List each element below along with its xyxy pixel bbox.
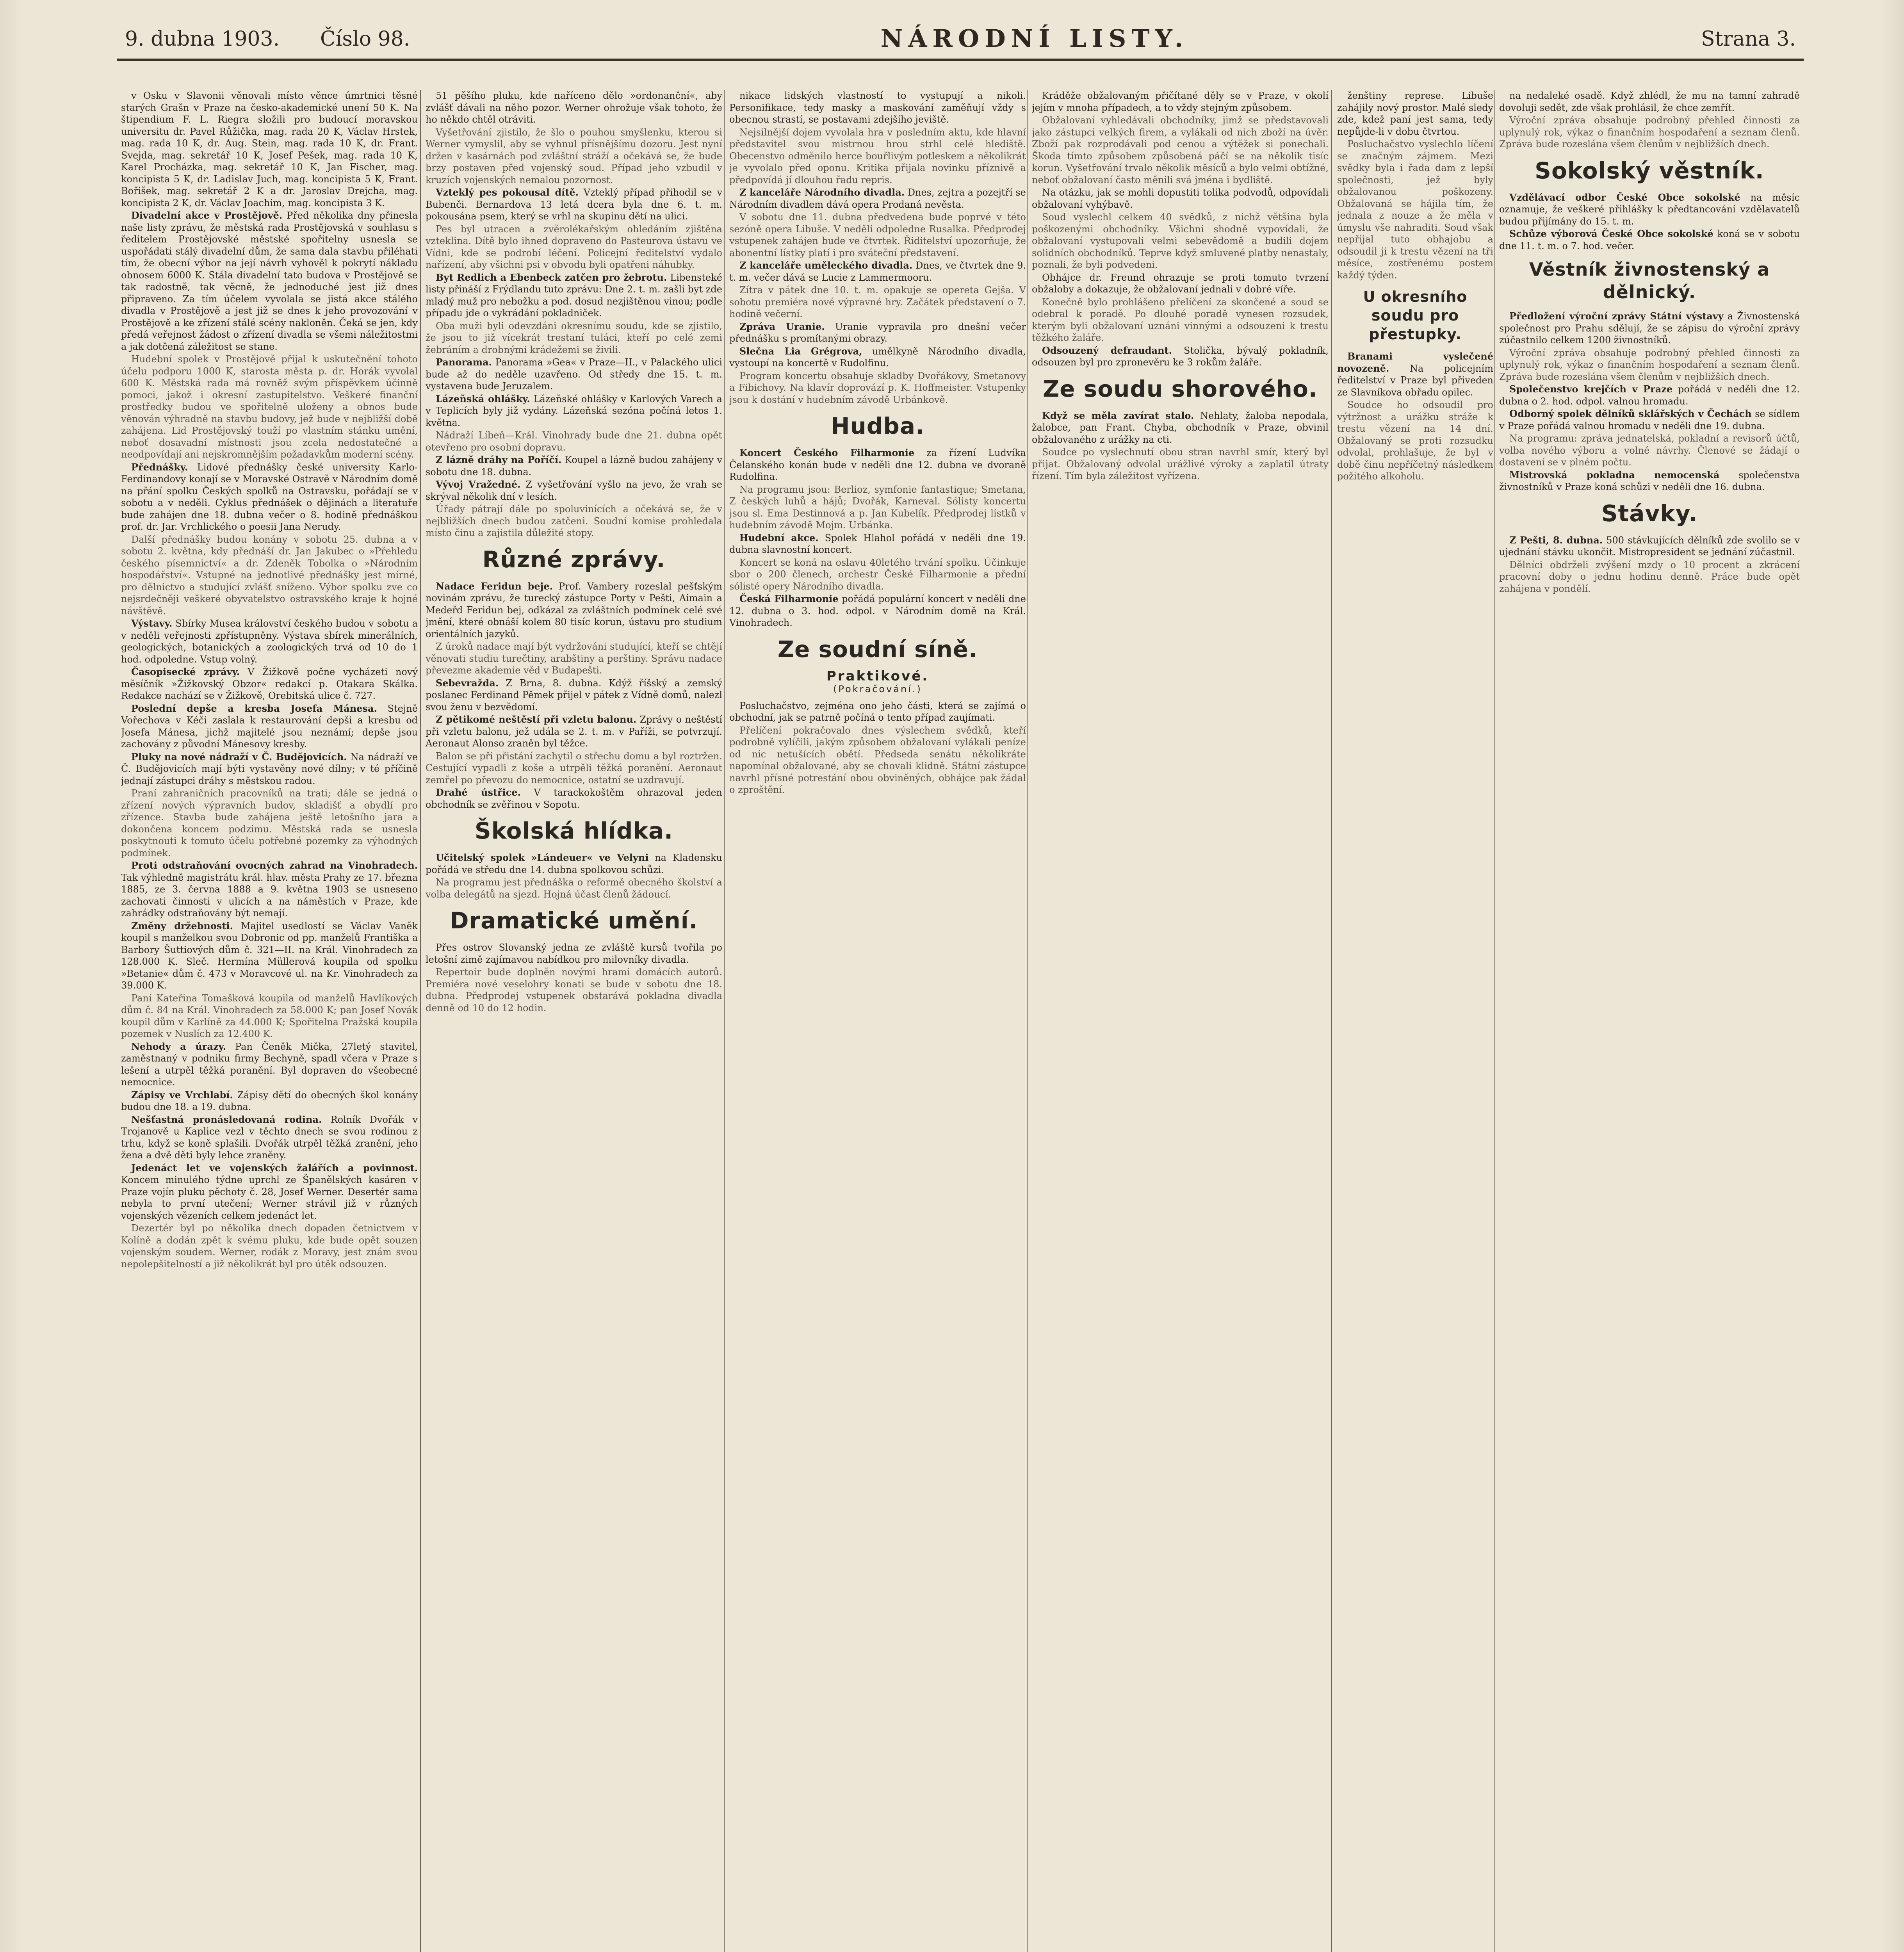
article-heading: Přednášky. <box>131 461 188 473</box>
article-paragraph: V tarackokoštěm ohrazoval jeden obchodník se zvěřinou v Sopotu. <box>426 787 722 810</box>
article-paragraph: Tak výhledně magistrátu král. hlav. města Prahy ze 17. března 1885, ze 3. června 1888 a 9. května 1903 se usneseno zachovati činnosti v ulicích a na náměstích v Praze, kde zahrádky odstraňovány být nemají. <box>121 872 418 919</box>
article-paragraph: Na programu jest přednáška o reformě obecného školství a volba delegátů na sjezd. Hojná účast členů žádoucí. <box>426 877 722 900</box>
article-heading: Výstavy. <box>131 618 173 629</box>
article-paragraph: Na programu jsou: Berlioz, symfonie fantastique; Smetana, Z českých luhů a hájů; Dvořák, Karneval. Sólisty koncertu jsou sl. Ema Destinnová a p. Jan Kubelík. Předprodej lístků v hudebním závodě Mojm. Urbánka. <box>729 484 1026 531</box>
article-paragraph: Program koncertu obsahuje skladby Dvořákovy, Smetanovy a Fibichovy. Na klavír doprovází p. K. Hoffmeister. Vstupenky jsou k dostání v hudebním závodě Urbánkově. <box>729 370 1026 405</box>
article-paragraph: Dělníci obdrželi zvýšení mzdy o 10 procent a zkrácení pracovní doby o jednu hodinu denně. Práce bude opět zahájena v pondělí. <box>1499 559 1800 594</box>
article-paragraph: Spolek Hlahol pořádá v neděli dne 19. dubna slavnostní koncert. <box>729 532 1026 555</box>
article-heading: Hudební akce. <box>739 532 819 543</box>
subheading-note: (Pokračování.) <box>833 684 922 695</box>
section-heading: Ze soudní síně. <box>777 636 978 663</box>
article-paragraph: Uranie vypravila pro dnešní večer přednášku s promítanými obrazy. <box>729 321 1026 344</box>
article-heading: Předložení výroční zprávy Státní výstavy <box>1509 310 1724 322</box>
masthead-title: NÁRODNÍ LISTY. <box>880 24 1189 53</box>
article-paragraph: Kráděže obžalovaným přičítané děly se v Praze, v okolí jejím v mnoha případech, a to vždy stejným způsobem. <box>1032 90 1329 113</box>
article-heading: Branami vyslečené novozeně. <box>1337 351 1493 374</box>
column-5 <box>1337 90 1493 1952</box>
article-paragraph: Obžalovaní vyhledávali obchodníky, jimž se představovali jako zástupci velkých firem, a vylákali od nich zboží na úvěr. Zboží pak rozprodávali pod cenou a výtěžek si ponechali. Škoda tímto způsobem způsobená páčí se na několik tisíc korun. Vyšetřování trvalo několik měsíců a bylo velmi obtížné, neboť obžalovaní často měnili svá jména i bydliště. <box>1032 115 1329 185</box>
article-paragraph: Úřady pátrají dále po spoluvinících a očekává se, že v nejbližších dnech budou zatčeni. Soudní komise prohledala místo činu a zajistila důležité stopy. <box>426 504 722 538</box>
article-paragraph: Balon se při přistání zachytil o střechu domu a byl roztržen. Cestující vypadli z koše a utrpěli těžká poranění. Aeronaut zemřel po převozu do nemocnice, ostatní se uzdravují. <box>426 750 722 785</box>
article-heading: Vývoj Vražedné. <box>436 479 521 490</box>
article-heading: Zpráva Uranie. <box>739 321 825 332</box>
section-heading: U okresního soudu pro přestupky. <box>1363 288 1468 343</box>
article-paragraph: Pan Čeněk Mička, 27letý stavitel, zaměstnaný v podniku firmy Bechyně, spadl včera v Praze s lešení a utrpěl těžká poranění. Byl dopraven do všeobecné nemocnice. <box>121 1041 418 1088</box>
column-2 <box>426 90 722 1952</box>
article-paragraph: Lidové přednášky české university Karlo-Ferdinandovy konají se v Moravské Ostravě v Národním domě na přání spolku Českých spolků na Ostravsku, pořádají se v sobotu a v neděli. Cyklus přednášek o dějinách a literatuře bude zahájen dne 18. dubna večer o 8. hodině přednáškou prof. dr. Jar. Vrchlického o poesii Jana Nerudy. <box>121 461 418 532</box>
article-heading: Nešťastná pronásledovaná rodina. <box>131 1113 322 1125</box>
article-paragraph: Z úroků nadace mají být vydržováni studující, kteří se chtějí věnovati studiu turečtiny, arabštiny a perštiny. Správu nadace převezme akademie věd v Budapešti. <box>426 641 722 676</box>
article-paragraph: Na nádraží ve Č. Budějovicích mají býti vystavěny nové dílny; v té příčině jednají zástupci dráhy s městskou radou. <box>121 751 418 786</box>
article-paragraph: Posluchačstvo vyslechlo líčení se značným zájmem. Mezi svědky byla i řada dam z lepší společnosti, jež byly obžalovanou poškozeny. Obžalovaná se hájila tím, že jednala z nouze a že měla v úmyslu vše nahraditi. Soud však nepřijal tuto obhajobu a odsoudil ji k trestu vězení na tři měsíce, zostřenému postem každý týden. <box>1337 139 1493 281</box>
section-heading: Sokolský věstník. <box>1535 157 1764 184</box>
article-paragraph: ženštiny represe. Libuše zahájily nový prostor. Malé sledy zde, kdež paní jest sama, tedy nepůjde-li v dobu čtvrtou. <box>1337 90 1493 137</box>
article-heading: Vzdělávací odbor České Obce sokolské <box>1509 191 1740 203</box>
article-paragraph: koná se v sobotu dne 11. t. m. o 7. hod. večer. <box>1499 228 1800 251</box>
article-paragraph: a Živnostenská společnost pro Prahu sdělují, že se zápisu do výroční zprávy zúčastnilo celkem 1200 živnostníků. <box>1499 311 1800 346</box>
article-heading: Divadelní akce v Prostějově. <box>131 210 283 221</box>
article-paragraph: Na programu: zpráva jednatelská, pokladní a revisorů účtů, volba nového výboru a volné návrhy. Členové se žádají o dostavení se v plném počtu. <box>1499 433 1800 468</box>
article-paragraph: Pes byl utracen a zvěrolékařským ohledáním zjištěna vzteklina. Dítě bylo ihned dopraveno do Pasteurova ústavu ve Vídni, kde se podrobí léčení. Policejní ředitelství vydalo nařízení, aby všichni psi v obvodu byli opatřeni náhubky. <box>426 223 722 270</box>
article-heading: Když se měla zavírat stalo. <box>1042 410 1194 421</box>
article-paragraph: Zítra v pátek dne 10. t. m. opakuje se opereta Gejša. V sobotu premiéra nové výpravné hry. Začátek představení o 7. hodině večerní. <box>729 285 1026 319</box>
section-heading: Věstník živnostenský a dělnický. <box>1529 259 1770 303</box>
article-paragraph: Soudce po vyslechnutí obou stran navrhl smír, který byl přijat. Obžalovaný odvolal urážlivé výroky a zaplatil útraty řízení. Tím byla záležitost vyřízena. <box>1032 447 1329 481</box>
article-paragraph: na nedaleké osadě. Když zhlédl, že mu na tamní zahradě dovoluji sedět, zde však prohlásil, že chce zemřít. <box>1499 90 1800 113</box>
article-paragraph: Na policejním ředitelství v Praze byl přiveden ze Slavníkova obřadu opilec. <box>1337 363 1493 398</box>
section-heading: Stávky. <box>1601 500 1698 527</box>
article-paragraph: Další přednášky budou konány v sobotu 25. dubna a v sobotu 2. května, kdy přednáší dr. Jan Jakubec o »Přehledu českého písemnictví« a dr. Zdeněk Tobolka o »Národním hospodářství«. Vstupné na jednotlivé přednášky jest mírné, pro dělnictvo a studující zvlášť sníženo. Výbor spolku zve co nejsrdečněji veškeré obyvatelstvo ostravského kraje k hojné návštěvě. <box>121 534 418 616</box>
issue-number: Číslo 98. <box>320 27 410 51</box>
article-paragraph: v Osku v Slavonii věnovali místo věnce úmrtnici těsné starých Grašn v Praze na česko-akademické unení 50 K. Na štipendium F. L. Riegra složili pro budoucí moravskou universitu dr. Pavel Růžička, mag. rada 20 K, Václav Hrstek, mag. rada 10 K, dr. Aug. Stein, mag. rada 10 K, dr. Frant. Svejda, mag. sekretář 10 K, Josef Pešek, mag. rada 10 K, Karel Procházka, mag. sekretář 10 K, Jan Fischer, mag. koncipista 5 K, dr. Ladislav Juch, mag. koncipista 5 K, Frant. Bořišek, mag. sekretář 2 K a dr. Jaroslav Drejcha, mag. koncipista 2 K, dr. Václav Joachim, mag. koncipista 3 K. <box>121 90 418 208</box>
article-paragraph: 51 pěšího pluku, kde naříceno dělo »ordonanční«, aby zvlášť dávali na něho pozor. Werner ohrožuje však tohoto, že ho někdo chtěl otráviti. <box>426 90 722 125</box>
article-paragraph: pořádá populární koncert v neděli dne 12. dubna o 3. hod. odpol. v Národním domě na Král. Vinohradech. <box>729 593 1026 628</box>
article-heading: Z kanceláře uměleckého divadla. <box>739 260 913 271</box>
article-heading: Odborný spolek dělníků sklářských v Čechách <box>1509 408 1752 419</box>
article-paragraph: Zprávy o neštěstí při vzletu balonu, jež udála se 2. t. m. v Paříži, se potvrzují. Aeronaut Alonso zraněn byl těžce. <box>426 714 722 749</box>
article-heading: Poslední depše a kresba Josefa Mánesa. <box>131 702 377 714</box>
article-paragraph: umělkyně Národního divadla, vystoupí na koncertě v Rudolfinu. <box>729 346 1026 369</box>
article-paragraph: Praní zahraničních pracovníků na trati; dále se jedná o zřízení nových výpravních budov, skladišť a obydlí pro zřízence. Stavba bude zahájena ještě letošního jara a dokončena koncem podzimu. Městská rada se usnesla poskytnouti k tomuto účelu potřebné pozemky za výhodných podmínek. <box>121 788 418 858</box>
article-heading: Slečna Lia Grégrova, <box>739 345 862 357</box>
article-paragraph: Nehlaty, žaloba nepodala, žalobce, pan Frant. Chyba, obchodník v Praze, obvinil obžalovaného z urážky na cti. <box>1032 410 1329 445</box>
article-heading: Vzteklý pes pokousal dítě. <box>436 187 579 198</box>
article-paragraph: Na otázku, jak se mohli dopustiti tolika podvodů, odpovídali obžalovaní vyhýbavě. <box>1032 187 1329 210</box>
article-heading: Změny držebnosti. <box>131 920 233 931</box>
article-paragraph: Nejsilnější dojem vyvolala hra v posledním aktu, kde hlavní představitel svou mistrnou hrou strhl celé hlediště. Obecenstvo odměnilo herce bouřlivým potleskem a několikrát je vyvolalo před oponu. Kritika přijala novinku příznivě a předpovídá jí dlouhou řadu repris. <box>729 126 1026 185</box>
article-paragraph: Z vyšetřování vyšlo na jevo, že vrah se skrýval několik dní v lesích. <box>426 479 722 502</box>
column-6 <box>1499 90 1800 1952</box>
article-paragraph: V sobotu dne 11. dubna předvedena bude poprvé v této sezóně opera Libuše. V neděli odpoledne Rusalka. Předprodej vstupenek zahájen bude ve čtvrtek. Řiditelství upozorňuje, že abonentní lístky platí i pro sváteční představení. <box>729 212 1026 258</box>
article-paragraph: na Kladensku pořádá ve středu dne 14. dubna spolkovou schůzi. <box>426 852 722 875</box>
article-heading: Lázeňská ohlášky. <box>436 393 530 404</box>
article-heading: Schůze výborová České Obce sokolské <box>1509 228 1713 239</box>
article-heading: Učitelský spolek »Lándeuer« ve Velyni <box>436 852 649 863</box>
article-paragraph: Koupel a lázně budou zahájeny v sobotu dne 18. dubna. <box>426 454 722 477</box>
article-paragraph: Posluchačstvo, zejména ono jeho části, která se zajímá o obchodní, jak se patrně počíná o tento případ zaujímati. <box>729 700 1026 723</box>
article-heading: Proti odstraňování ovocných zahrad na Vinohradech. <box>131 860 418 871</box>
article-paragraph: Prof. Vambery rozeslal pešťským novinám zprávu, že turecký zástupce Porty v Pešti, Aimain a Medeřd Feridun bej, odkázal za zvláštních podmínek celé své jmění, které obnáší kolem 80 tisíc korun, ústavu pro studium orientálních jazyků. <box>426 581 722 639</box>
column-rule <box>420 90 421 1952</box>
article-paragraph: Soudce ho odsoudil pro výtržnost a urážku stráže k trestu vězení na 14 dní. Obžalovaný se proti rozsudku odvolal, prohlašuje, že byl v době činu nepříčetný následkem požitého alkoholu. <box>1337 399 1493 482</box>
article-paragraph: Dnes, zejtra a pozejtří se Národním divadlem dává opera Prodaná nevěsta. <box>729 187 1026 210</box>
article-paragraph: nikace lidských vlastností to vystupují a nikoli. Personifikace, tedy masky a maskování zaměňují vždy s obecnou strastí, se postavami zdejšího jeviště. <box>729 90 1026 125</box>
section-subheading <box>729 670 1026 695</box>
article-paragraph: Přelíčení pokračovalo dnes výslechem svědků, kteří podrobně vylíčili, jakým způsobem obžalovaní vylákali peníze od nic netušících obětí. Předseda senátu několikráte napomínal obžalované, aby se chovali klidně. Státní zástupce navrhl přísné potrestání obou obviněných, obhájce pak žádal o zproštění. <box>729 725 1026 795</box>
article-heading: Pluky na nové nádraží v Č. Budějovicích. <box>131 751 347 762</box>
page-number: Strana 3. <box>1701 27 1796 51</box>
article-heading: Byt Redlich a Ebenbeck zatčen pro žebrotu. <box>436 271 667 283</box>
article-paragraph: na měsíc oznamuje, že veškeré přihlášky k předtancování vzdělavatelů budou přijímány do 15. t. m. <box>1499 192 1800 227</box>
article-paragraph: Soud vyslechl celkem 40 svědků, z nichž většina byla poškozenými obchodníky. Všichni shodně vypovídali, že obžalovaní vystupovali velmi sebevědomě a budili dojem solidních obchodníků. Teprve když smluvené platby nenastaly, poznali, že byli podvedeni. <box>1032 212 1329 270</box>
article-heading: Z pětikomé neštěstí při vzletu balonu. <box>436 714 637 725</box>
article-paragraph: se sídlem v Praze pořádá valnou hromadu v neděli dne 19. dubna. <box>1499 408 1800 431</box>
article-paragraph: Libensteké listy přináší z Frýdlandu tuto zprávu: Dne 2. t. m. zašli byt zde mladý muž pro nebožku a pod. dosud nezjištěnou vinou; podle případu jde o vykrádání pokladniček. <box>426 272 722 319</box>
article-paragraph: Nádraží Líbeň—Král. Vinohrady bude dne 21. dubna opět otevřeno pro osobní dopravu. <box>426 430 722 453</box>
column-rule <box>1494 90 1495 1952</box>
column-3 <box>729 90 1026 1952</box>
article-paragraph: Výroční zpráva obsahuje podrobný přehled činnosti za uplynulý rok, výkaz o finančním hospodaření a seznam členů. Zpráva bude rozeslána všem členům v nejbližších dnech. <box>1499 347 1800 382</box>
section-heading: Ze soudu shorového. <box>1043 375 1318 402</box>
article-heading: Česká Filharmonie <box>739 593 839 604</box>
article-paragraph: 500 stávkujících dělníků zde svolilo se v ujednání stávku ukončit. Mistropresident se jednání zúčastnil. <box>1499 534 1800 557</box>
article-heading: Mistrovská pokladna nemocenská <box>1509 469 1720 481</box>
section-heading: Hudba. <box>830 413 925 439</box>
article-heading: Časopisecké zprávy. <box>131 666 240 677</box>
article-paragraph: za řízení Ludvíka Čelanského konán bude v neděli dne 12. dubna ve dvoraně Rudolfina. <box>729 447 1026 482</box>
article-paragraph: Repertoir bude doplněn novými hrami domácích autorů. Premiéra nové veselohry konati se bude v sobotu dne 18. dubna. Předprodej vstupenek obstarává pokladna divadla denně od 10 do 12 hodin. <box>426 967 722 1013</box>
article-heading: Společenstvo krejčích v Praze <box>1509 383 1673 395</box>
article-paragraph: Oba muži byli odevzdáni okresnímu soudu, kde se zjistilo, že jsou to již vícekrát trestaní tuláci, kteří po celé zemi žebráním a drobnými krádežemi se živili. <box>426 320 722 355</box>
article-heading: Jedenáct let ve vojenských žalářích a povinnost. <box>131 1162 418 1174</box>
section-heading: Dramatické umění. <box>450 907 698 934</box>
article-paragraph: Stejně Vořechova v Kéči zaslala k restaurování depši a kresbu od Josefa Mánesa, jichž majitelé jsou neznámí; depše jsou zachovány z původní Mánesovy kresby. <box>121 703 418 750</box>
article-paragraph: Před několika dny přinesla naše listy zprávu, že městská rada Prostějovská v souhlasu s ředitelem Prostějovské městské spořitelny usnesla se uspořádati stálý divadelní dům, že sama dala stavbu přiléhati tím, že obecní výbor na její návrh vyhověl k pokrytí nákladu obnosem 6000 K. Stála divadelní tato budova v Prostějově se tak radostně, tak věcně, že jednoduché jest již dnes připraveno. Za tím účelem vyvolala se jistá akce stálého divadla v Prostějově a jest již se dnes k jeho provozování v Prostějově a ke zřízení stálé scény nakloněn. Čeká se jen, kdy předá veřejnost žádost o zřízení divadla se všemi náležitostmi a jak dotčená záležitost se stane. <box>121 210 418 352</box>
article-paragraph: Lázeňské ohlášky v Karlových Varech a v Teplicích byly již vydány. Lázeňská sezóna počíná letos 1. května. <box>426 393 722 428</box>
article-paragraph: společenstva živnostníků v Praze koná schůzi v neděli dne 16. dubna. <box>1499 469 1800 492</box>
article-heading: Sebevražda. <box>436 677 499 689</box>
article-paragraph: Paní Kateřina Tomašková koupila od manželů Havlíkových dům č. 84 na Král. Vinohradech za 58.000 K; pan Josef Novák koupil dům v Karlíně za 44.000 K; Spořitelna Pražská koupila pozemek v Nuslích za 12.400 K. <box>121 992 418 1039</box>
article-heading: Koncert Českého Filharmonie <box>739 447 915 458</box>
article-paragraph: pořádá v neděli dne 12. dubna o 2. hod. odpol. valnou hromadu. <box>1499 384 1800 407</box>
section-heading: Školská hlídka. <box>474 817 673 844</box>
article-paragraph: Obhájce dr. Freund ohrazuje se proti tomuto tvrzení obžaloby a dokazuje, že obžalovaní jednali v dobré víře. <box>1032 272 1329 295</box>
column-rule <box>1027 90 1028 1952</box>
article-heading: Z lázně dráhy na Poříčí. <box>436 454 562 465</box>
article-heading: Z kanceláře Národního divadla. <box>739 187 905 198</box>
article-paragraph: Rolník Dvořák v Trojanově u Kaplice vezl v těchto dnech se svou rodinou z trhu, když se koně splašili. Dvořák utrpěl těžká zranění, jeho žena a dvě děti byly lehce zraněny. <box>121 1114 418 1161</box>
article-heading: Zápisy ve Vrchlabí. <box>131 1089 233 1101</box>
page-header <box>117 16 1804 61</box>
column-1 <box>121 90 418 1952</box>
section-heading: Různé zprávy. <box>482 546 666 573</box>
column-rule <box>1331 90 1332 1952</box>
article-paragraph: Vyšetřování zjistilo, že šlo o pouhou smyšlenku, kterou si Werner vymyslil, aby se vyhnul přísnějšímu dozoru. Jest nyní držen v kasárnách pod zvláštní stráží a očekává se, že bude brzy postaven před vojenský soud. Případ jeho vzbudil v kruzích vojenských nemalou pozornost. <box>426 126 722 185</box>
article-heading: Panorama. <box>436 356 492 368</box>
article-paragraph: Koncem minulého týdne uprchl ze Španělských kasáren v Praze vojín pluku pěchoty č. 28, Josef Werner. Desertér sama nebyla to první utečení; Werner strávil již v různých vojenských vězeních celkem jedenáct let. <box>121 1174 418 1221</box>
article-paragraph: Panorama »Gea« v Praze—II., v Palackého ulici bude až do neděle uzavřeno. Od středy dne 15. t. m. vystavena bude Jeruzalem. <box>426 357 722 392</box>
article-paragraph: Vzteklý případ přihodil se v Bubenči. Bernardova 13 letá dcera byla dne 6. t. m. pokousána psem, který se vrhl na skupinu dětí na ulici. <box>426 187 722 222</box>
subheading-title: Praktikové. <box>826 668 929 684</box>
article-heading: Drahé ústřice. <box>436 787 521 798</box>
article-paragraph: Zápisy dětí do obecných škol konány budou dne 18. a 19. dubna. <box>121 1089 418 1112</box>
article-paragraph: Výroční zpráva obsahuje podrobný přehled činnosti za uplynulý rok, výkaz o finančním hospodaření a seznam členů. Zpráva bude rozeslána všem členům v nejbližších dnech. <box>1499 115 1800 150</box>
issue-date: 9. dubna 1903. <box>125 27 280 51</box>
article-paragraph: Přes ostrov Slovanský jedna ze zvláště kursů tvořila po letošní zimě zajímavou nabídkou pro milovníky divadla. <box>426 942 722 965</box>
column-4 <box>1032 90 1329 1952</box>
article-paragraph: Hudební spolek v Prostějově přijal k uskutečnění tohoto účelu podporu 1000 K, starosta města p. dr. Horák vyvolal 600 K. Městská rada má rovněž svým příspěvkem účinně pomoci, jakož i okresní zastupitelstvo. Veškeré finanční prostředky budou ve spořitelně uloženy a obnos bude věnován výhradně na stavbu budovy, jež bude v nejbližší době zahájena. Lid Prostějovský touží po vlastním stánku umění, neboť dosavadní místnosti jsou zcela nedostatečné a neodpovídají ani nejskromnějším požadavkům moderní scény. <box>121 354 418 460</box>
article-heading: Odsouzený defraudant. <box>1042 344 1172 356</box>
article-paragraph: Z Brna, 8. dubna. Kdýž říšský a zemský poslanec Ferdinand Pěmek přijel v pátek z Vídně domů, nalezl svou ženu v bezvědomí. <box>426 677 722 712</box>
article-paragraph: Dnes, ve čtvrtek dne 9. t. m. večer dává se Lucie z Lammermooru. <box>729 260 1026 283</box>
article-heading: Nadace Feridun beje. <box>436 580 553 592</box>
article-paragraph: Dezertér byl po několika dnech dopaden četnictvem v Kolíně a dodán zpět k svému pluku, kde bude opět souzen vojenským soudem. Werner, rodák z Moravy, jest znám svou nepolepšitelností a již několikrát byl pro útěk odsouzen. <box>121 1223 418 1270</box>
article-paragraph: Konečně bylo prohlášeno přelíčení za skončené a soud se odebral k poradě. Po dlouhé poradě vynesen rozsudek, kterým byli obžalovaní uznáni vinnými a odsouzeni k trestu těžkého žaláře. <box>1032 296 1329 343</box>
article-paragraph: Sbírky Musea království českého budou v sobotu a v neděli veřejnosti zpřístupněny. Výstava sbírek minerálních, geologických, botanických a zoologických trvá od 10 do 1 hod. odpoledne. Vstup volný. <box>121 618 418 665</box>
article-paragraph: Majitel usedlostí se Václav Vaněk koupil s manželkou svou Dobronic od pp. manželů Františka a Barbory Šuttiových dům č. 321—II. na Král. Vinohradech za 128.000 K. Sleč. Hermína Müllerová koupila od spolku »Betanie« dům č. 473 v Moravcové ul. na Kr. Vinohradech za 39.000 K. <box>121 920 418 991</box>
article-paragraph: Koncert se koná na oslavu 40letého trvání spolku. Účinkuje sbor o 200 členech, orchestr České Filharmonie a přední sólisté opery Národního divadla. <box>729 557 1026 592</box>
column-rule <box>724 90 725 1952</box>
article-paragraph: Stolička, bývalý pokladník, odsouzen byl pro zpronevěru ke 3 rokům žaláře. <box>1032 345 1329 368</box>
article-heading: Z Pešti, 8. dubna. <box>1509 534 1603 546</box>
article-paragraph: V Žižkově počne vycházeti nový měsíčník »Žižkovský Obzor« redakcí p. Otakara Skálka. Redakce nachází se v Žižkově, Orebitská ulice č. 727. <box>121 666 418 701</box>
article-heading: Nehody a úrazy. <box>131 1040 226 1052</box>
